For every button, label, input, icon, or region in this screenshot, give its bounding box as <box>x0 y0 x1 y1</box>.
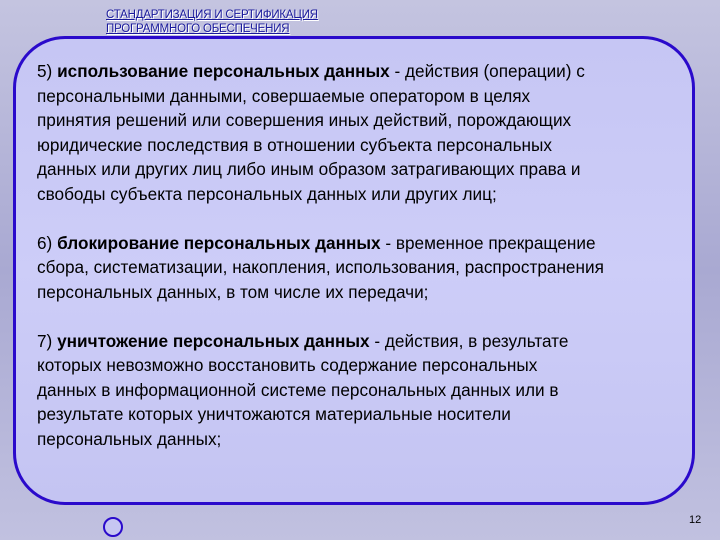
definition-line: принятия решений или совершения иных действий, порождающих <box>37 110 572 130</box>
navigation-circle-button[interactable] <box>103 517 123 537</box>
definition-line: персональными данными, совершаемые оператором в целях <box>37 85 531 106</box>
definition-first-line <box>37 59 697 84</box>
slide-content <box>37 59 697 451</box>
definition-item-7 <box>37 329 697 452</box>
header-line-2: ПРОГРАММНОГО ОБЕСПЕЧЕНИЯ <box>106 23 290 35</box>
definition-item-6 <box>37 231 697 305</box>
definition-text: - действия, в результате <box>369 330 569 351</box>
header-line-1: СТАНДАРТИЗАЦИЯ И СЕРТИФИКАЦИЯ <box>106 9 318 21</box>
item-number: 5) <box>37 61 53 81</box>
definition-line: свободы субъекта персональных данных или других лиц; <box>37 183 497 204</box>
definition-line: данных или других лиц либо иным образом затрагивающих права и <box>37 159 581 179</box>
definition-line: которых невозможно восстановить содержание персональных <box>37 355 538 375</box>
definition-first-line <box>37 231 697 256</box>
definition-line: данных в информационной системе персональных данных или в <box>37 379 559 400</box>
slide-header <box>106 8 318 36</box>
definition-line: сбора, систематизации, накопления, использования, распространения <box>37 257 604 277</box>
definition-text: - временное прекращение <box>380 232 596 253</box>
item-number: 6) <box>37 232 53 253</box>
definition-item-5 <box>37 59 697 206</box>
definition-term: блокирование персональных данных <box>57 232 381 253</box>
definition-first-line <box>37 329 697 354</box>
item-number: 7) <box>37 330 53 351</box>
definition-line: юридические последствия в отношении субъекта персональных <box>37 134 552 155</box>
definition-line: результате которых уничтожаются материальные носители <box>37 404 511 424</box>
definition-line: персональных данных; <box>37 428 222 449</box>
definition-line: персональных данных, в том числе их передачи; <box>37 281 429 302</box>
definition-term: использование персональных данных <box>57 61 390 81</box>
page-number: 12 <box>689 514 702 526</box>
definition-text: - действия (операции) с <box>389 61 585 81</box>
definition-term: уничтожение персональных данных <box>57 330 370 351</box>
